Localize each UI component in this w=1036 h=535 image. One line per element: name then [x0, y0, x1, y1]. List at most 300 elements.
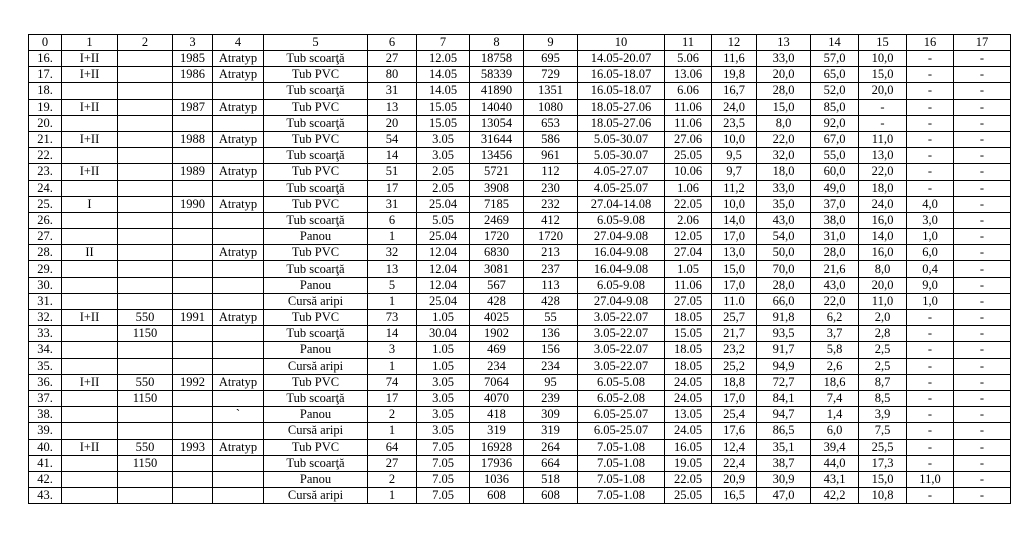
- table-cell: 25.05: [665, 148, 712, 164]
- table-cell: 44,0: [811, 455, 859, 471]
- table-cell: 51: [368, 164, 417, 180]
- table-cell: 232: [524, 196, 578, 212]
- table-cell: I+II: [62, 99, 118, 115]
- table-row: [29, 455, 1011, 471]
- table-cell: Panou: [264, 229, 368, 245]
- column-header: 6: [368, 35, 417, 51]
- table-cell: 74: [368, 374, 417, 390]
- table-row: [29, 212, 1011, 228]
- table-cell: 234: [470, 358, 524, 374]
- table-cell: -: [907, 164, 954, 180]
- table-cell: -: [954, 488, 1011, 504]
- table-cell: 41890: [470, 83, 524, 99]
- table-row: [29, 51, 1011, 67]
- table-cell: 3908: [470, 180, 524, 196]
- table-cell: 35,0: [757, 196, 811, 212]
- column-header: 1: [62, 35, 118, 51]
- column-header: 17: [954, 35, 1011, 51]
- table-cell: 6.05-9.08: [578, 212, 665, 228]
- table-cell: [118, 245, 173, 261]
- table-cell: Atratyp: [213, 196, 264, 212]
- table-cell: -: [954, 164, 1011, 180]
- table-cell: 5: [368, 277, 417, 293]
- table-row: [29, 67, 1011, 83]
- table-cell: 13.05: [665, 407, 712, 423]
- table-cell: 13,0: [712, 245, 757, 261]
- table-cell: 1,0: [907, 293, 954, 309]
- table-cell: 41.: [29, 455, 62, 471]
- table-cell: 25,4: [712, 407, 757, 423]
- table-cell: [62, 407, 118, 423]
- table-cell: 17: [368, 390, 417, 406]
- table-cell: 3,9: [859, 407, 907, 423]
- table-cell: 5,8: [811, 342, 859, 358]
- table-cell: 11,0: [907, 471, 954, 487]
- table-cell: 16.: [29, 51, 62, 67]
- table-cell: 1: [368, 488, 417, 504]
- table-cell: 2,5: [859, 358, 907, 374]
- table-cell: 18.05: [665, 358, 712, 374]
- table-cell: 24,0: [859, 196, 907, 212]
- table-cell: Tub scoarţă: [264, 326, 368, 342]
- table-cell: [213, 358, 264, 374]
- table-cell: 15,0: [859, 67, 907, 83]
- table-cell: 28.: [29, 245, 62, 261]
- table-cell: 1991: [173, 310, 213, 326]
- column-header: 8: [470, 35, 524, 51]
- table-cell: 15,0: [859, 471, 907, 487]
- table-row: [29, 99, 1011, 115]
- table-cell: 60,0: [811, 164, 859, 180]
- table-cell: [173, 390, 213, 406]
- table-cell: [213, 390, 264, 406]
- table-cell: 653: [524, 115, 578, 131]
- table-cell: 1.05: [417, 358, 470, 374]
- table-cell: 54,0: [757, 229, 811, 245]
- column-header: 2: [118, 35, 173, 51]
- table-cell: 3.05-22.07: [578, 342, 665, 358]
- table-cell: 3.05-22.07: [578, 358, 665, 374]
- table-cell: 17,3: [859, 455, 907, 471]
- table-cell: 7.05: [417, 455, 470, 471]
- table-cell: 156: [524, 342, 578, 358]
- table-cell: 2.05: [417, 180, 470, 196]
- table-cell: 14: [368, 326, 417, 342]
- table-cell: 9,0: [907, 277, 954, 293]
- table-cell: 12.05: [417, 51, 470, 67]
- table-cell: Tub PVC: [264, 99, 368, 115]
- table-cell: 21,6: [811, 261, 859, 277]
- table-cell: 2.06: [665, 212, 712, 228]
- table-cell: 7.05-1.08: [578, 455, 665, 471]
- table-cell: 319: [470, 423, 524, 439]
- table-row: [29, 358, 1011, 374]
- table-cell: 1.05: [417, 342, 470, 358]
- table-cell: 17,0: [712, 229, 757, 245]
- table-cell: 16.04-9.08: [578, 245, 665, 261]
- table-cell: Tub scoarţă: [264, 261, 368, 277]
- table-cell: 31.: [29, 293, 62, 309]
- column-header: 16: [907, 35, 954, 51]
- table-cell: 92,0: [811, 115, 859, 131]
- table-cell: 550: [118, 310, 173, 326]
- table-cell: 13456: [470, 148, 524, 164]
- table-cell: 10,0: [712, 196, 757, 212]
- table-cell: 7185: [470, 196, 524, 212]
- table-cell: 412: [524, 212, 578, 228]
- table-cell: [173, 229, 213, 245]
- table-cell: [118, 261, 173, 277]
- table-cell: 43,0: [757, 212, 811, 228]
- table-cell: 1150: [118, 326, 173, 342]
- table-cell: 15.05: [417, 99, 470, 115]
- table-cell: 567: [470, 277, 524, 293]
- table-cell: 30.04: [417, 326, 470, 342]
- table-cell: 25,2: [712, 358, 757, 374]
- table-cell: 25.04: [417, 229, 470, 245]
- table-cell: Cursă aripi: [264, 488, 368, 504]
- table-cell: 16,0: [859, 212, 907, 228]
- table-cell: 7.05: [417, 488, 470, 504]
- column-header: 12: [712, 35, 757, 51]
- table-cell: 32.: [29, 310, 62, 326]
- table-cell: [62, 115, 118, 131]
- table-cell: -: [907, 439, 954, 455]
- table-cell: -: [954, 455, 1011, 471]
- table-cell: -: [907, 148, 954, 164]
- table-cell: 4.05-27.07: [578, 164, 665, 180]
- table-cell: Panou: [264, 342, 368, 358]
- table-cell: 11,6: [712, 51, 757, 67]
- table-cell: [213, 148, 264, 164]
- table-cell: 5.05-30.07: [578, 148, 665, 164]
- table-cell: 14040: [470, 99, 524, 115]
- table-cell: [62, 342, 118, 358]
- table-cell: 3.05: [417, 390, 470, 406]
- table-cell: 469: [470, 342, 524, 358]
- table-cell: 40.: [29, 439, 62, 455]
- table-row: [29, 342, 1011, 358]
- table-cell: -: [954, 358, 1011, 374]
- table-cell: 13,0: [859, 148, 907, 164]
- table-cell: 7,4: [811, 390, 859, 406]
- table-cell: Cursă aripi: [264, 423, 368, 439]
- table-cell: 3.05: [417, 374, 470, 390]
- table-cell: 11.06: [665, 277, 712, 293]
- table-cell: 39.: [29, 423, 62, 439]
- table-cell: 1,0: [907, 229, 954, 245]
- table-cell: [213, 488, 264, 504]
- table-cell: -: [907, 342, 954, 358]
- table-cell: 1.05: [417, 310, 470, 326]
- table-cell: 16928: [470, 439, 524, 455]
- table-cell: 18,0: [757, 164, 811, 180]
- table-row: [29, 277, 1011, 293]
- table-cell: [118, 293, 173, 309]
- table-cell: 27.04-9.08: [578, 293, 665, 309]
- table-cell: 18.05-27.06: [578, 99, 665, 115]
- table-cell: Tub scoarţă: [264, 390, 368, 406]
- table-cell: [173, 180, 213, 196]
- table-cell: -: [954, 51, 1011, 67]
- table-cell: [118, 51, 173, 67]
- table-cell: 43.: [29, 488, 62, 504]
- table-cell: 20,9: [712, 471, 757, 487]
- table-cell: I+II: [62, 439, 118, 455]
- table-cell: 1993: [173, 439, 213, 455]
- table-cell: [173, 326, 213, 342]
- table-cell: 1989: [173, 164, 213, 180]
- table-cell: 16,7: [712, 83, 757, 99]
- table-cell: [62, 212, 118, 228]
- table-row: [29, 407, 1011, 423]
- table-cell: 1986: [173, 67, 213, 83]
- table-cell: [62, 358, 118, 374]
- table-cell: 42.: [29, 471, 62, 487]
- table-cell: 30.: [29, 277, 62, 293]
- table-cell: 8,0: [859, 261, 907, 277]
- table-cell: [173, 488, 213, 504]
- column-header: 9: [524, 35, 578, 51]
- table-cell: 2,5: [859, 342, 907, 358]
- table-cell: 31,0: [811, 229, 859, 245]
- table-cell: 16,0: [859, 245, 907, 261]
- table-cell: 15,0: [757, 99, 811, 115]
- table-cell: 17.: [29, 67, 62, 83]
- table-cell: I+II: [62, 51, 118, 67]
- table-cell: 0,4: [907, 261, 954, 277]
- table-cell: Atratyp: [213, 164, 264, 180]
- table-cell: 3081: [470, 261, 524, 277]
- table-cell: 518: [524, 471, 578, 487]
- table-cell: 30,9: [757, 471, 811, 487]
- table-cell: 35.: [29, 358, 62, 374]
- table-cell: 1150: [118, 390, 173, 406]
- table-cell: 43,1: [811, 471, 859, 487]
- table-cell: 17936: [470, 455, 524, 471]
- table-cell: 18758: [470, 51, 524, 67]
- table-cell: [173, 342, 213, 358]
- table-cell: [173, 407, 213, 423]
- table-cell: 10,0: [859, 51, 907, 67]
- table-cell: [62, 261, 118, 277]
- table-cell: 94,7: [757, 407, 811, 423]
- table-cell: 12.04: [417, 277, 470, 293]
- table-cell: 15.05: [665, 326, 712, 342]
- table-cell: Tub PVC: [264, 439, 368, 455]
- header-row: [29, 35, 1011, 51]
- table-cell: 33,0: [757, 51, 811, 67]
- table-cell: 16.04-9.08: [578, 261, 665, 277]
- table-cell: 20,0: [859, 83, 907, 99]
- table-row: [29, 326, 1011, 342]
- column-header: 13: [757, 35, 811, 51]
- table-cell: 3.05-22.07: [578, 310, 665, 326]
- table-cell: [62, 423, 118, 439]
- table-cell: Panou: [264, 277, 368, 293]
- table-cell: [173, 245, 213, 261]
- table-cell: 24.05: [665, 374, 712, 390]
- table-cell: -: [907, 358, 954, 374]
- table-cell: 18,6: [811, 374, 859, 390]
- table-cell: 11.06: [665, 115, 712, 131]
- table-cell: 961: [524, 148, 578, 164]
- table-cell: 608: [470, 488, 524, 504]
- table-cell: 5721: [470, 164, 524, 180]
- table-cell: [213, 293, 264, 309]
- table-cell: -: [907, 374, 954, 390]
- table-cell: 25.04: [417, 196, 470, 212]
- table-cell: Atratyp: [213, 99, 264, 115]
- table-cell: Tub PVC: [264, 131, 368, 147]
- table-cell: 54: [368, 131, 417, 147]
- table-cell: [213, 455, 264, 471]
- table-cell: 55,0: [811, 148, 859, 164]
- table-cell: 27.04: [665, 245, 712, 261]
- table-cell: 72,7: [757, 374, 811, 390]
- table-row: [29, 488, 1011, 504]
- table-cell: 27.05: [665, 293, 712, 309]
- table-cell: 6.05-25.07: [578, 423, 665, 439]
- table-cell: -: [907, 310, 954, 326]
- table-cell: Atratyp: [213, 245, 264, 261]
- table-cell: -: [954, 245, 1011, 261]
- table-row: [29, 374, 1011, 390]
- table-cell: Tub scoarţă: [264, 83, 368, 99]
- table-cell: 86,5: [757, 423, 811, 439]
- data-table: [28, 34, 1011, 504]
- table-cell: 6.05-9.08: [578, 277, 665, 293]
- table-cell: [62, 180, 118, 196]
- table-cell: [213, 229, 264, 245]
- table-cell: 27.04-9.08: [578, 229, 665, 245]
- table-cell: 26.: [29, 212, 62, 228]
- table-cell: 20.: [29, 115, 62, 131]
- column-header: 7: [417, 35, 470, 51]
- table-cell: 24.: [29, 180, 62, 196]
- table-cell: 42,2: [811, 488, 859, 504]
- table-cell: I+II: [62, 374, 118, 390]
- table-cell: [173, 293, 213, 309]
- table-cell: Tub PVC: [264, 245, 368, 261]
- table-cell: 20: [368, 115, 417, 131]
- table-cell: 17,0: [712, 390, 757, 406]
- table-cell: 11,0: [859, 293, 907, 309]
- table-cell: [62, 471, 118, 487]
- table-cell: 586: [524, 131, 578, 147]
- table-cell: -: [954, 471, 1011, 487]
- table-cell: 5.05-30.07: [578, 131, 665, 147]
- table-cell: 19,8: [712, 67, 757, 83]
- table-cell: 16.05: [665, 439, 712, 455]
- table-row: [29, 148, 1011, 164]
- table-cell: 84,1: [757, 390, 811, 406]
- table-cell: Atratyp: [213, 131, 264, 147]
- table-cell: -: [907, 51, 954, 67]
- table-cell: 9,5: [712, 148, 757, 164]
- table-cell: [62, 229, 118, 245]
- table-cell: 25.04: [417, 293, 470, 309]
- table-cell: [118, 180, 173, 196]
- table-cell: 16.05-18.07: [578, 83, 665, 99]
- table-row: [29, 229, 1011, 245]
- table-cell: 36.: [29, 374, 62, 390]
- table-cell: -: [907, 131, 954, 147]
- table-cell: 24.05: [665, 423, 712, 439]
- table-cell: 94,9: [757, 358, 811, 374]
- table-cell: [62, 148, 118, 164]
- table-cell: I+II: [62, 164, 118, 180]
- table-cell: 80: [368, 67, 417, 83]
- table-cell: 70,0: [757, 261, 811, 277]
- table-cell: [118, 83, 173, 99]
- table-cell: [173, 261, 213, 277]
- table-cell: 25.: [29, 196, 62, 212]
- table-cell: 6: [368, 212, 417, 228]
- table-cell: 95: [524, 374, 578, 390]
- table-cell: -: [954, 326, 1011, 342]
- table-cell: [62, 488, 118, 504]
- table-cell: 85,0: [811, 99, 859, 115]
- table-row: [29, 261, 1011, 277]
- table-cell: 27: [368, 51, 417, 67]
- table-cell: -: [954, 115, 1011, 131]
- table-cell: 22,4: [712, 455, 757, 471]
- table-cell: 7.05: [417, 471, 470, 487]
- table-row: [29, 164, 1011, 180]
- table-cell: 27.04-14.08: [578, 196, 665, 212]
- table-cell: 309: [524, 407, 578, 423]
- table-cell: 33,0: [757, 180, 811, 196]
- table-cell: 19.05: [665, 455, 712, 471]
- table-cell: [213, 423, 264, 439]
- table-cell: [173, 277, 213, 293]
- table-cell: [62, 293, 118, 309]
- table-cell: 3.05-22.07: [578, 326, 665, 342]
- table-cell: [213, 180, 264, 196]
- table-cell: 31644: [470, 131, 524, 147]
- table-cell: 28,0: [757, 83, 811, 99]
- table-cell: 1,4: [811, 407, 859, 423]
- table-cell: 664: [524, 455, 578, 471]
- table-cell: [213, 342, 264, 358]
- table-cell: -: [954, 180, 1011, 196]
- table-cell: 65,0: [811, 67, 859, 83]
- table-cell: 14,0: [859, 229, 907, 245]
- table-cell: Atratyp: [213, 374, 264, 390]
- table-cell: I+II: [62, 131, 118, 147]
- table-cell: Tub scoarţă: [264, 148, 368, 164]
- table-cell: 729: [524, 67, 578, 83]
- table-cell: 6.05-2.08: [578, 390, 665, 406]
- table-cell: 50,0: [757, 245, 811, 261]
- table-cell: 7,5: [859, 423, 907, 439]
- table-cell: 52,0: [811, 83, 859, 99]
- table-cell: [118, 99, 173, 115]
- table-cell: Atratyp: [213, 310, 264, 326]
- table-cell: 428: [470, 293, 524, 309]
- table-row: [29, 196, 1011, 212]
- table-cell: [118, 212, 173, 228]
- table-cell: 49,0: [811, 180, 859, 196]
- table-cell: Tub PVC: [264, 67, 368, 83]
- table-cell: 57,0: [811, 51, 859, 67]
- table-cell: Atratyp: [213, 439, 264, 455]
- table-cell: 38,0: [811, 212, 859, 228]
- table-cell: 43,0: [811, 277, 859, 293]
- table-cell: -: [954, 277, 1011, 293]
- table-cell: 608: [524, 488, 578, 504]
